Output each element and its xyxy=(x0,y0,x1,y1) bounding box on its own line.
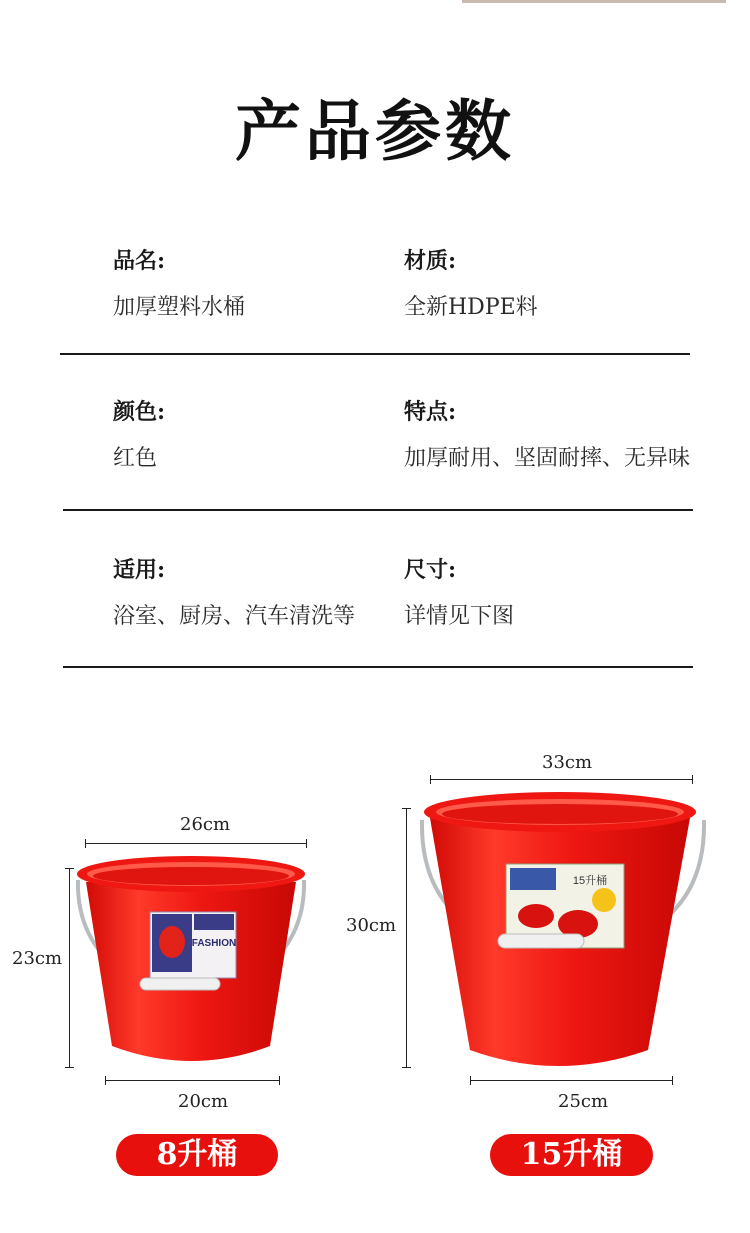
small-bottom-dimension-line xyxy=(105,1080,280,1081)
param-value-material: 全新HDPE料 xyxy=(404,295,538,320)
small-bottom-width: 20cm xyxy=(178,1091,229,1112)
large-bottom-width: 25cm xyxy=(558,1091,609,1112)
param-label-features: 特点: xyxy=(404,399,457,425)
large-height: 30cm xyxy=(346,915,397,936)
small-height: 23cm xyxy=(12,948,63,969)
param-label-usage: 适用: xyxy=(113,557,166,583)
page-title: 产品参数 xyxy=(235,92,515,170)
divider-2 xyxy=(63,509,693,511)
large-top-dimension-line xyxy=(430,779,693,780)
large-bucket-label-text: 15升桶 xyxy=(572,875,608,887)
small-bucket-label-text: FASHION xyxy=(191,938,237,949)
param-value-usage: 浴室、厨房、汽车清洗等 xyxy=(113,604,356,629)
large-bucket-image xyxy=(418,790,708,1075)
large-bucket-name-badge: 15升桶 xyxy=(490,1134,653,1176)
param-value-size: 详情见下图 xyxy=(404,604,515,629)
small-top-width: 26cm xyxy=(180,814,231,835)
param-value-color: 红色 xyxy=(113,446,158,471)
divider-3 xyxy=(63,666,693,668)
small-top-dimension-line xyxy=(85,843,307,844)
divider-1 xyxy=(60,353,690,355)
large-top-width: 33cm xyxy=(542,752,593,773)
param-value-features: 加厚耐用、坚固耐摔、无异味 xyxy=(404,446,691,471)
large-bottom-dimension-line xyxy=(470,1080,673,1081)
param-value-name: 加厚塑料水桶 xyxy=(113,295,246,320)
param-label-material: 材质: xyxy=(404,248,457,274)
top-accent-bar xyxy=(462,0,726,3)
param-label-name: 品名: xyxy=(113,248,166,274)
small-bucket-image xyxy=(72,850,312,1075)
large-height-dimension-line xyxy=(406,808,407,1068)
small-bucket-name-badge: 8升桶 xyxy=(116,1134,278,1176)
param-label-color: 颜色: xyxy=(113,399,166,425)
small-height-dimension-line xyxy=(69,868,70,1068)
param-label-size: 尺寸: xyxy=(404,557,457,583)
